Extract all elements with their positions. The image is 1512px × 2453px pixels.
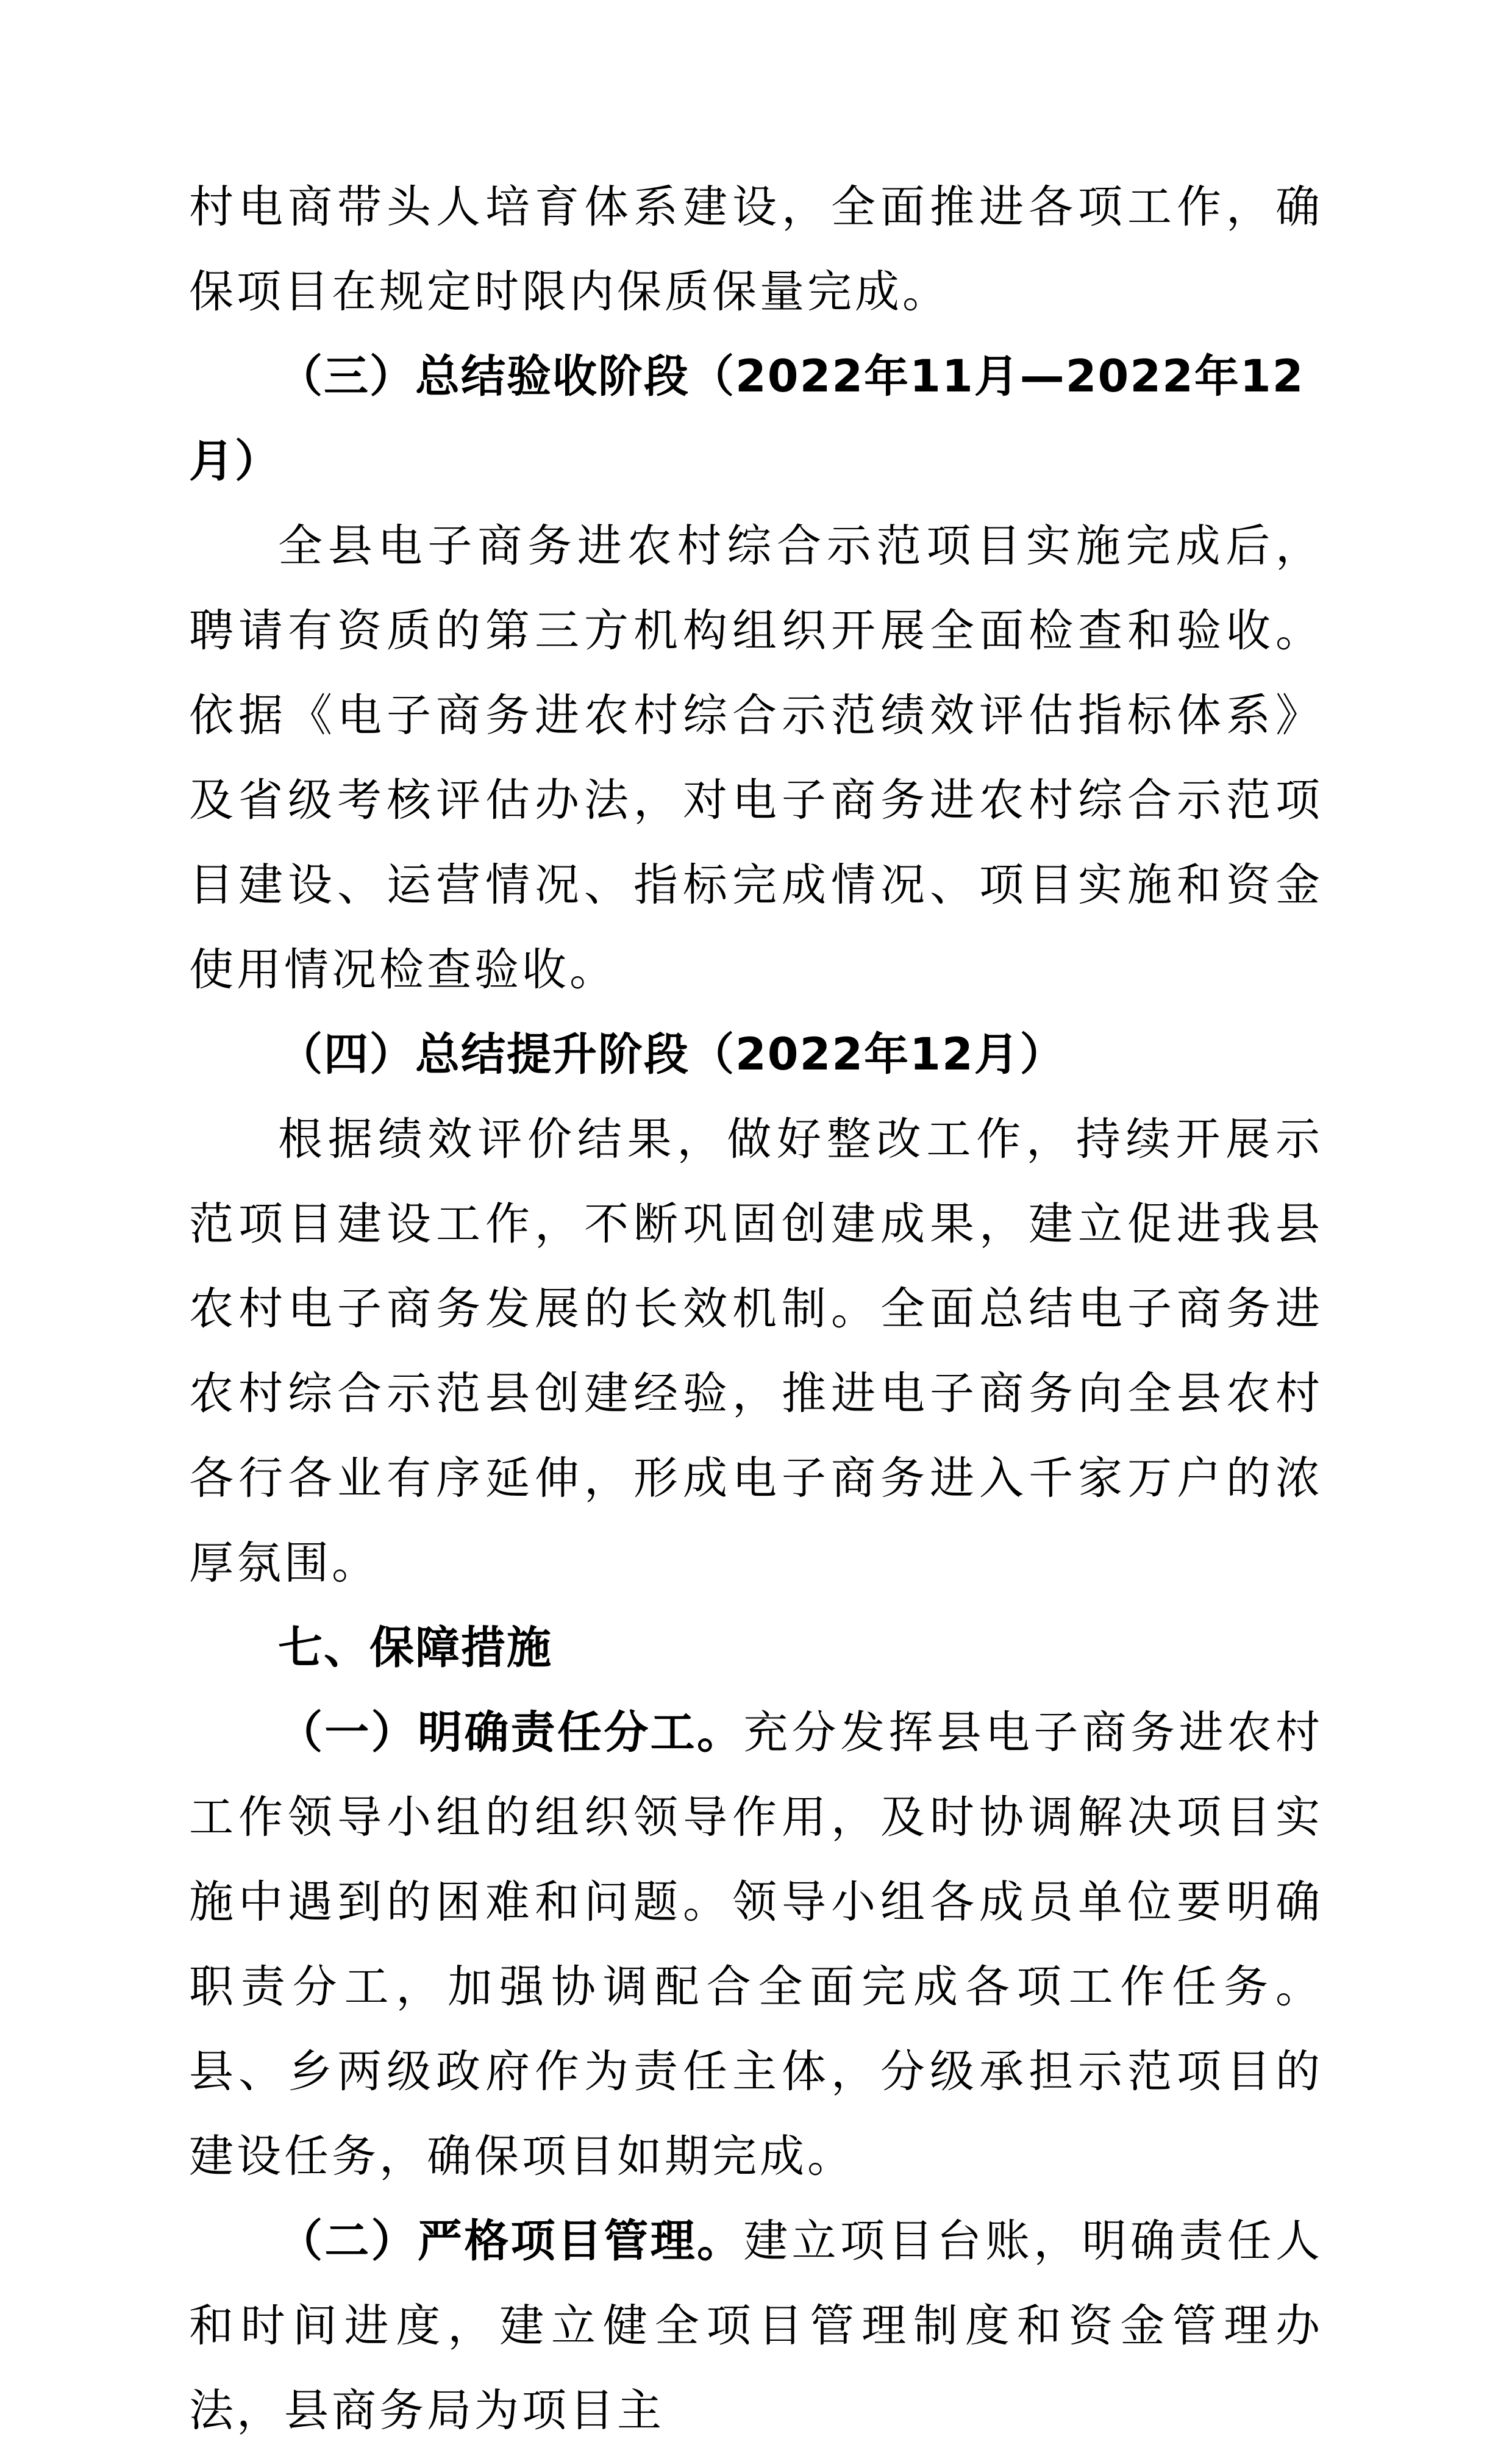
measure-2-text: 建立项目台账，明确责任人和时间进度，建立健全项目管理制度和资金管理办法，县商务局为项目主 xyxy=(189,2215,1324,2437)
measure-2-paragraph xyxy=(189,2199,1323,2453)
section-7-heading: 七、保障措施 xyxy=(278,1622,552,1674)
measure-2-lead: （二）严格项目管理。 xyxy=(278,2215,744,2267)
measure-1-text: 充分发挥县电子商务进农村工作领导小组的组织领导作用，及时协调解决项目实施中遇到的困难和问题。领导小组各成员单位要明确职责分工，加强协调配合全面完成各项工作任务。县、乡两级政府作为责任主体，分级承担示范项目的建设任务，确保项目如期完成。 xyxy=(189,1707,1324,2182)
phase-3-heading: （三）总结验收阶段（2022年11月—2022年12月） xyxy=(189,351,1305,487)
measure-1-paragraph xyxy=(189,1690,1323,2199)
paragraph-continued: 村电商带头人培育体系建设，全面推进各项工作，确保项目在规定时限内保质保量完成。 xyxy=(189,181,1323,318)
measure-1-lead: （一）明确责任分工。 xyxy=(278,1707,744,1759)
phase-3-paragraph: 全县电子商务进农村综合示范项目实施完成后，聘请有资质的第三方机构组织开展全面检查和验收。依据《电子商务进农村综合示范绩效评估指标体系》及省级考核评估办法，对电子商务进农村综合示范项目建设、运营情况、指标完成情况、项目实施和资金使用情况检查验收。 xyxy=(189,520,1323,996)
phase-4-heading: （四）总结提升阶段（2022年12月） xyxy=(278,1029,1066,1080)
phase-4-paragraph: 根据绩效评价结果，做好整改工作，持续开展示范项目建设工作，不断巩固创建成果，建立促进我县农村电子商务发展的长效机制。全面总结电子商务进农村综合示范县创建经验，推进电子商务向全县农村各行各业有序延伸，形成电子商务进入千家万户的浓厚氛围。 xyxy=(189,1113,1323,1589)
document-page xyxy=(189,165,1323,2453)
